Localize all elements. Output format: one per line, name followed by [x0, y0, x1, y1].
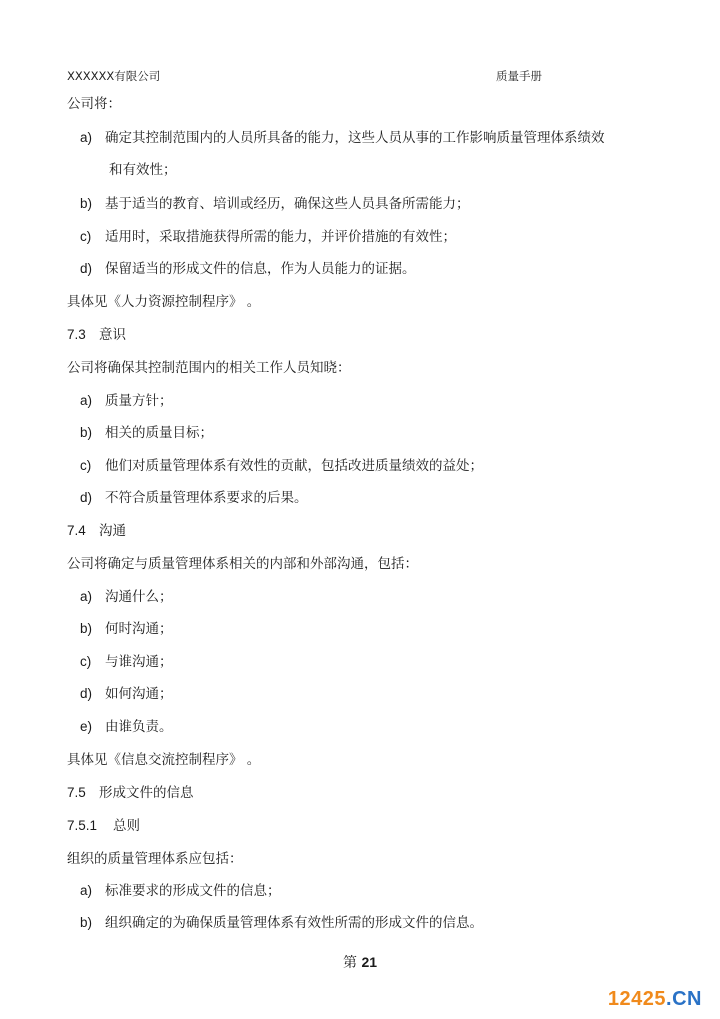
list-marker: b)	[80, 196, 93, 211]
list-item	[80, 228, 456, 246]
list-item	[80, 195, 470, 213]
list-marker: d)	[80, 490, 93, 505]
intro-text: 公司将：	[67, 96, 121, 112]
list-text: 由谁负责。	[105, 719, 173, 735]
section-title: 总则	[113, 818, 140, 834]
list-item	[80, 392, 173, 410]
list-text: 标准要求的形成文件的信息；	[105, 883, 281, 899]
list-text: 他们对质量管理体系有效性的贡献，包括改进质量绩效的益处；	[105, 458, 483, 474]
list-text: 不符合质量管理体系要求的后果。	[105, 490, 308, 506]
watermark-part2: .CN	[666, 988, 702, 1010]
section-number: 7.5	[67, 785, 86, 800]
list-marker: c)	[80, 458, 92, 473]
section-number: 7.4	[67, 523, 86, 538]
list-item	[80, 882, 281, 900]
list-text: 基于适当的教育、培训或经历，确保这些人员具备所需能力；	[105, 196, 470, 212]
list-item-continuation: 和有效性；	[109, 162, 177, 178]
section-intro: 公司将确定与质量管理体系相关的内部和外部沟通，包括：	[67, 556, 418, 572]
list-text: 保留适当的形成文件的信息，作为人员能力的证据。	[105, 261, 416, 277]
list-text: 与谁沟通；	[105, 654, 173, 670]
header-doc-title: 质量手册	[496, 69, 542, 83]
list-text: 沟通什么；	[105, 589, 173, 605]
list-text: 适用时，采取措施获得所需的能力，并评价措施的有效性；	[105, 229, 456, 245]
section-heading-7-4	[67, 522, 126, 540]
site-watermark	[608, 988, 702, 1011]
list-marker: e)	[80, 719, 93, 734]
list-marker: c)	[80, 654, 92, 669]
section-title: 形成文件的信息	[99, 785, 194, 801]
list-text: 如何沟通；	[105, 686, 173, 702]
list-item	[80, 424, 213, 442]
list-item	[80, 129, 605, 147]
page-number: 21	[361, 954, 378, 970]
section-title: 意识	[99, 327, 126, 343]
list-item	[80, 685, 173, 703]
section-heading-7-5	[67, 784, 194, 802]
page-footer	[0, 952, 720, 972]
list-item	[80, 457, 483, 475]
section-heading-7-3	[67, 326, 126, 344]
list-marker: a)	[80, 130, 93, 145]
list-item	[80, 914, 483, 932]
section-title: 沟通	[99, 523, 126, 539]
section-number: 7.5.1	[67, 818, 98, 833]
list-text: 相关的质量目标；	[105, 425, 213, 441]
watermark-part1: 12425	[607, 988, 667, 1010]
list-marker: b)	[80, 621, 93, 636]
list-text: 质量方针；	[105, 393, 173, 409]
section-intro: 公司将确保其控制范围内的相关工作人员知晓：	[67, 360, 351, 376]
list-text: 何时沟通；	[105, 621, 173, 637]
list-marker: c)	[80, 229, 92, 244]
list-marker: b)	[80, 915, 93, 930]
list-item	[80, 620, 173, 638]
reference-text: 具体见《人力资源控制程序》 。	[67, 294, 261, 310]
page-prefix: 第	[342, 955, 357, 971]
list-text: 组织确定的为确保质量管理体系有效性所需的形成文件的信息。	[105, 915, 483, 931]
list-marker: a)	[80, 393, 93, 408]
list-text: 确定其控制范围内的人员所具备的能力，这些人员从事的工作影响质量管理体系绩效	[105, 130, 605, 146]
reference-text: 具体见《信息交流控制程序》 。	[67, 752, 261, 768]
list-item	[80, 718, 173, 736]
list-marker: d)	[80, 686, 93, 701]
list-marker: d)	[80, 261, 93, 276]
list-item	[80, 260, 416, 278]
list-item	[80, 489, 308, 507]
list-marker: a)	[80, 589, 93, 604]
list-item	[80, 588, 173, 606]
section-heading-7-5-1	[67, 817, 140, 835]
header-company: XXXXXX有限公司	[67, 69, 161, 83]
list-marker: a)	[80, 883, 93, 898]
list-marker: b)	[80, 425, 93, 440]
section-number: 7.3	[67, 327, 86, 342]
section-intro: 组织的质量管理体系应包括：	[67, 851, 243, 867]
list-item	[80, 653, 173, 671]
